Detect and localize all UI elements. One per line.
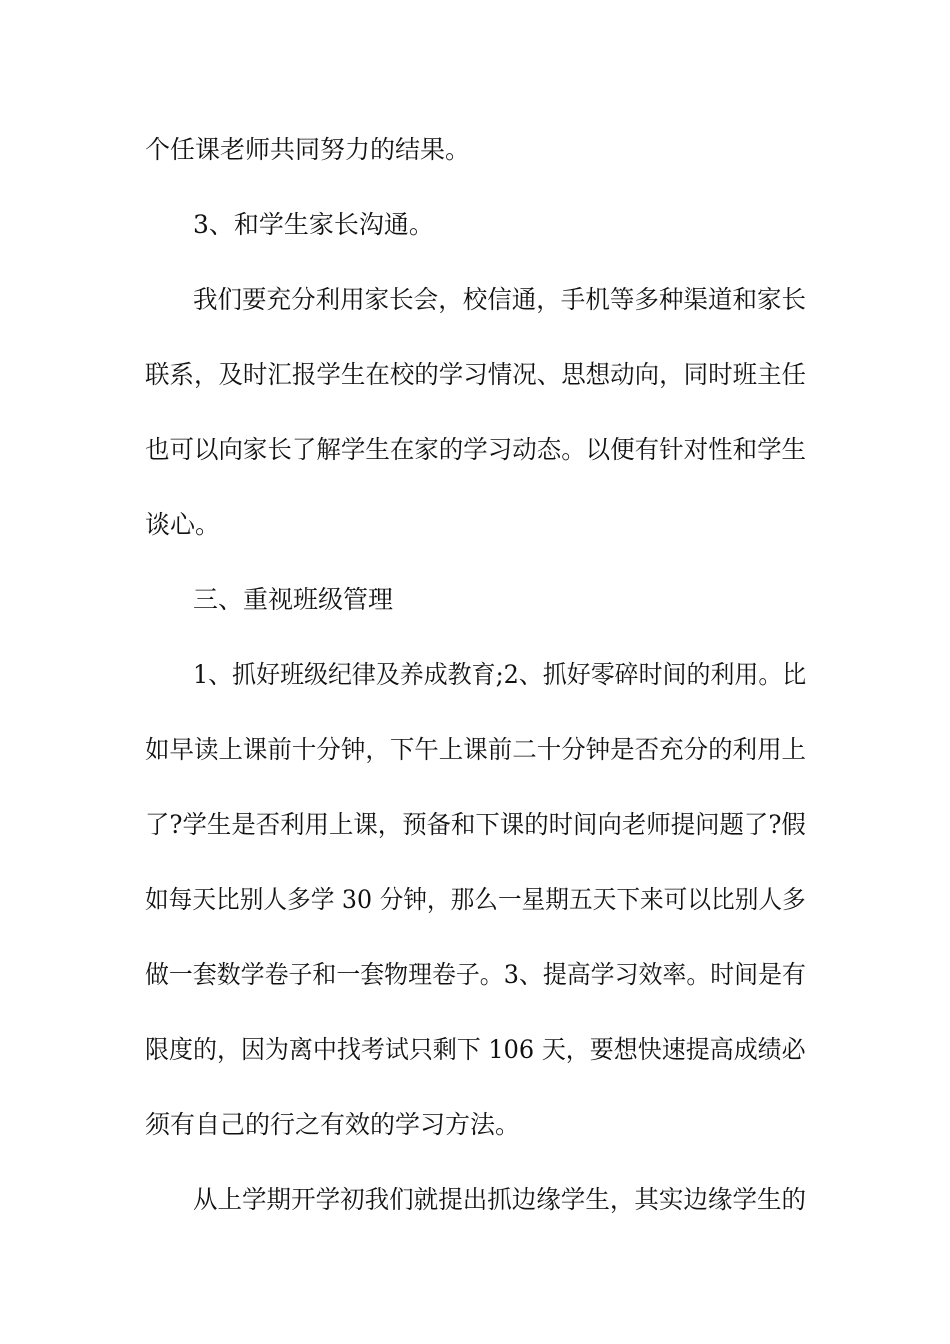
text-line bbox=[0, 355, 950, 395]
line-text: 限度的，因为离中找考试只剩下 106 天，要想快速提高成绩必 bbox=[145, 1035, 806, 1064]
text-line bbox=[0, 430, 950, 470]
section-heading bbox=[0, 580, 950, 620]
text-line bbox=[0, 730, 950, 770]
line-text: 个任课老师共同努力的结果。 bbox=[145, 135, 471, 164]
line-text: 三、重视班级管理 bbox=[193, 585, 394, 614]
line-text: 也可以向家长了解学生在家的学习动态。以便有针对性和学生 bbox=[145, 435, 807, 464]
text-line bbox=[0, 1105, 950, 1145]
line-text: 3、和学生家长沟通。 bbox=[193, 210, 434, 239]
line-text: 如早读上课前十分钟，下午上课前二十分钟是否充分的利用上 bbox=[145, 735, 807, 764]
paragraph-first-line bbox=[0, 655, 950, 695]
text-line bbox=[0, 805, 950, 845]
text-line bbox=[0, 505, 950, 545]
line-text: 从上学期开学初我们就提出抓边缘学生，其实边缘学生的 bbox=[193, 1185, 807, 1214]
paragraph-first-line bbox=[0, 280, 950, 320]
text-line bbox=[0, 880, 950, 920]
text-line bbox=[0, 955, 950, 995]
text-line bbox=[0, 1030, 950, 1070]
line-text: 我们要充分利用家长会，校信通，手机等多种渠道和家长 bbox=[193, 285, 807, 314]
line-text: 谈心。 bbox=[145, 510, 221, 539]
line-text: 做一套数学卷子和一套物理卷子。3、提高学习效率。时间是有 bbox=[145, 960, 806, 989]
paragraph-first-line bbox=[0, 1180, 950, 1220]
line-text: 如每天比别人多学 30 分钟，那么一星期五天下来可以比别人多 bbox=[145, 885, 806, 914]
text-line bbox=[0, 130, 950, 170]
line-text: 了?学生是否利用上课，预备和下课的时间向老师提问题了?假 bbox=[145, 810, 806, 839]
line-text: 联系，及时汇报学生在校的学习情况、思想动向，同时班主任 bbox=[145, 360, 807, 389]
line-text: 须有自己的行之有效的学习方法。 bbox=[145, 1110, 521, 1139]
line-text: 1、抓好班级纪律及养成教育;2、抓好零碎时间的利用。比 bbox=[193, 660, 807, 689]
section-heading bbox=[0, 205, 950, 245]
